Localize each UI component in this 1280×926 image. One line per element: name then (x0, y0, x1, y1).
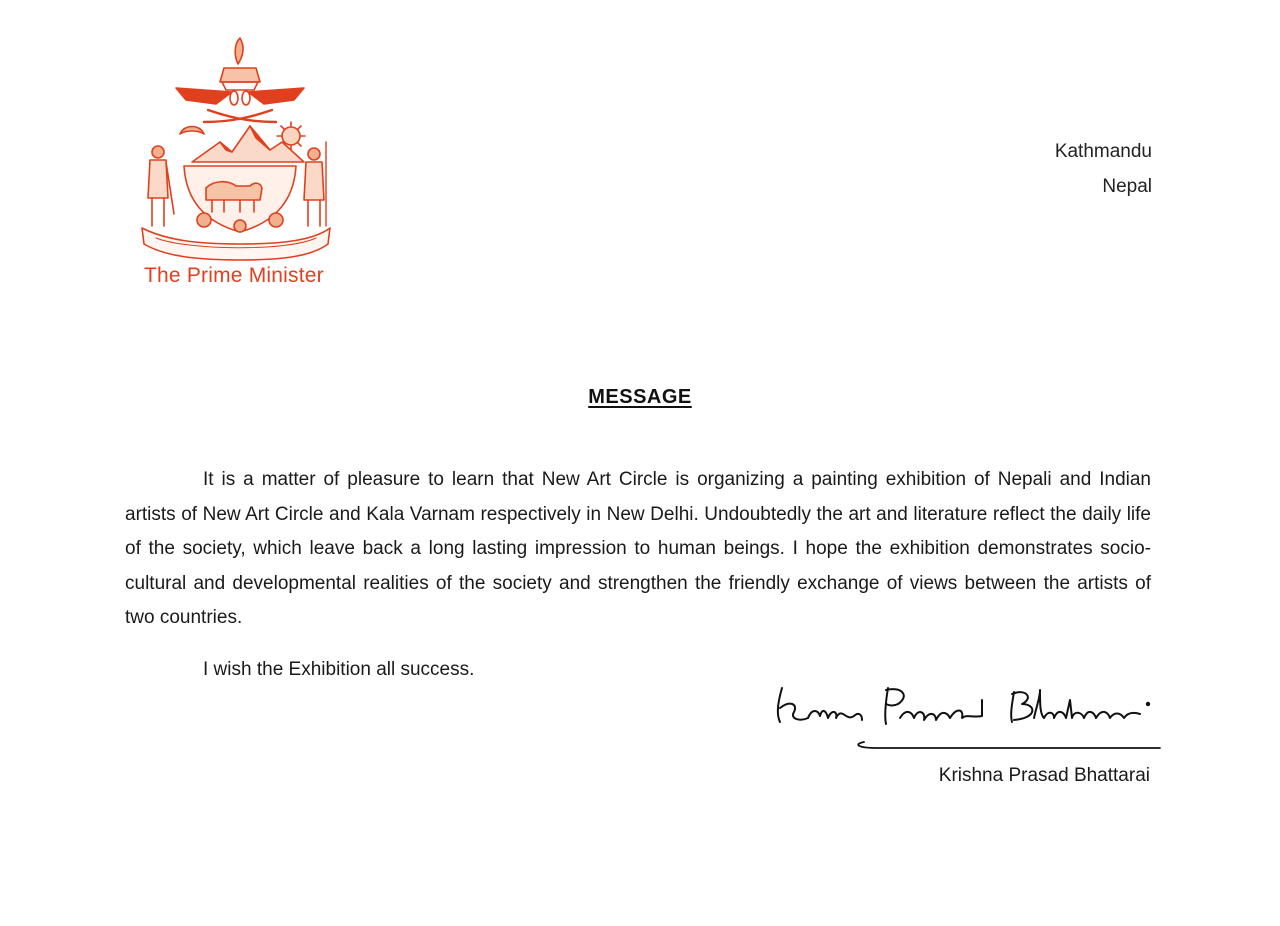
signatory-name: Krishna Prasad Bhattarai (938, 765, 1150, 786)
office-title: The Prime Minister (144, 264, 324, 287)
address-country: Nepal (1102, 176, 1152, 197)
handwritten-signature-icon (768, 678, 1168, 756)
address-city: Kathmandu (1054, 141, 1152, 162)
message-heading: MESSAGE (588, 386, 692, 408)
coat-of-arms-emblem-icon (136, 30, 336, 262)
closing-wish: I wish the Exhibition all success. (203, 659, 475, 680)
sender-address (1055, 134, 1152, 204)
message-paragraph: It is a matter of pleasure to learn that New Art Circle is organizing a painting exhibition of Nepali and Indian artists of New Art Circle and Kala Varnam respectively in New Delhi. Undoubtedly the art and literature reflect the daily life of the society, which leave back a long lasting impression to human beings. I hope the exhibition demonstrates socio-cultural and developmental realities of the society and strengthen the friendly exchange of views between the artists of two countries. (125, 469, 1151, 628)
